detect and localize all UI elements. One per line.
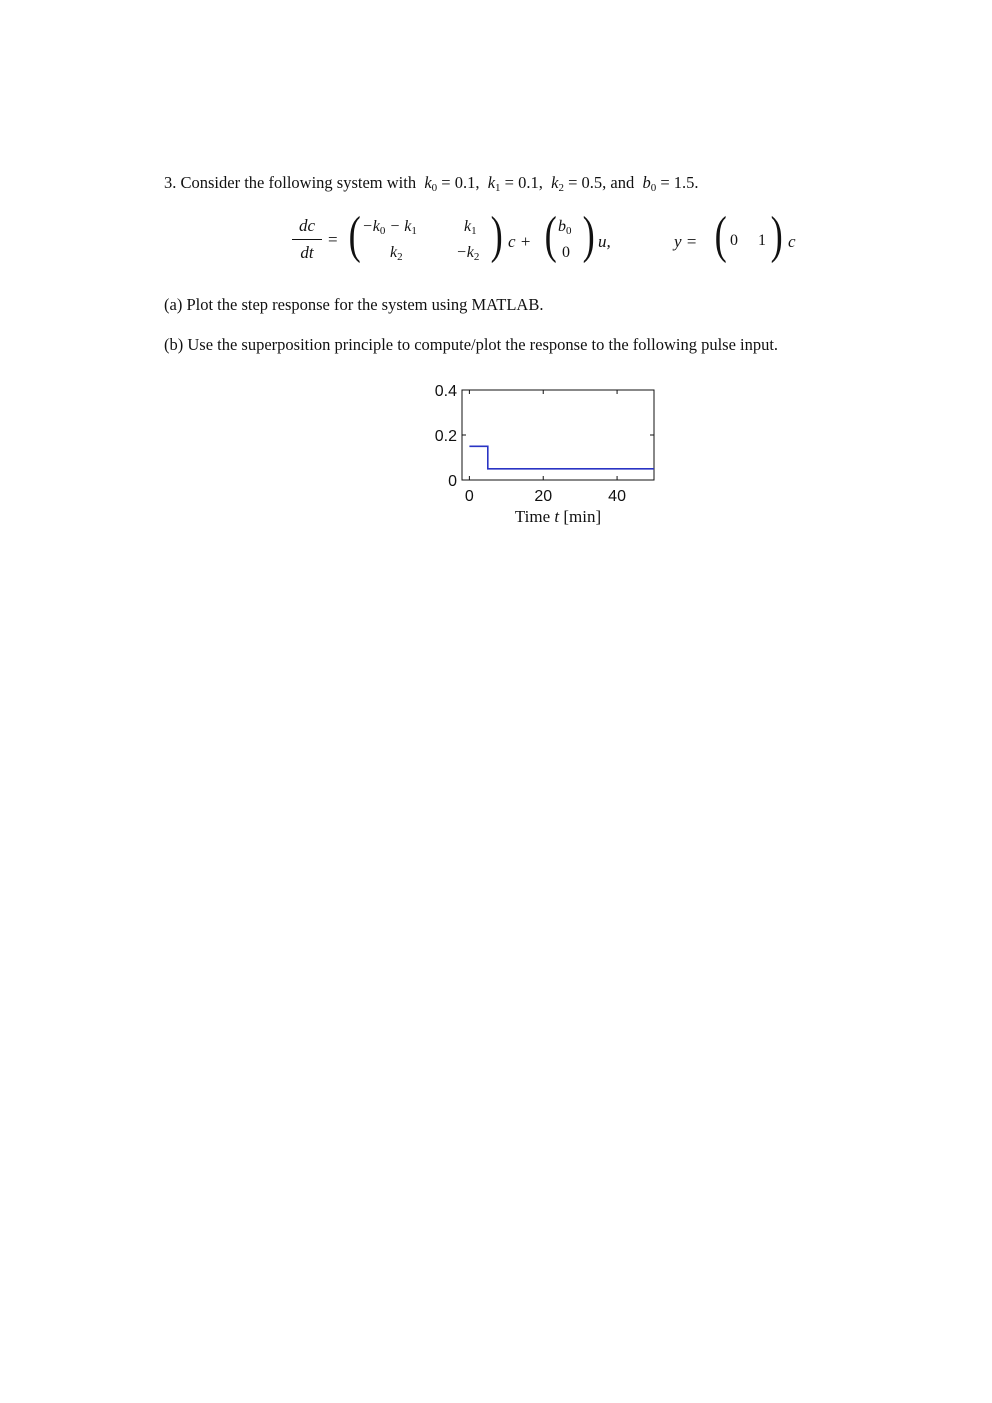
axis-tick-labels (435, 383, 626, 505)
x-axis-title-pre: Time (514, 507, 555, 526)
param-k1-value: = 0.1, (504, 173, 543, 192)
param-k2-sub: 2 (558, 182, 564, 194)
x-axis-title-post: [min] (559, 507, 602, 526)
matrix-left-paren: ( (348, 207, 361, 264)
pulse-input-chart (0, 0, 992, 560)
fraction-numerator: dc (298, 216, 316, 235)
axis-ticks (462, 390, 654, 480)
param-k0-value: = 0.1, (441, 173, 480, 192)
matrix-a12: $k_1$ (464, 218, 477, 237)
vector-b1: $b_0$ (558, 218, 572, 237)
pulse-series-line (469, 446, 654, 469)
fraction-denominator: dt (300, 243, 314, 262)
part-b-text: (b) Use the superposition principle to compute/plot the response to the following pulse input. (164, 335, 779, 354)
matrix-right-paren: ) (490, 207, 503, 264)
part-a-text: (a) Plot the step response for the system using MATLAB. (164, 295, 544, 314)
param-b0-symbol: b (642, 173, 651, 192)
param-k2-symbol: k (551, 173, 559, 192)
state-c-plus: c + (508, 232, 532, 251)
plot-frame (462, 390, 654, 480)
vector-c2: 1 (758, 232, 766, 249)
param-k1-sub: 1 (495, 182, 501, 194)
x-tick-label: 40 (608, 488, 626, 505)
y-tick-label: 0 (448, 473, 457, 490)
y-tick-label: 0.4 (434, 383, 457, 400)
y-tick-label: 0.2 (434, 428, 457, 445)
param-b0-sub: 0 (650, 182, 657, 194)
param-k0-sub: 0 (431, 182, 438, 194)
x-axis-title-var: t (554, 507, 560, 526)
vector-b2: 0 (562, 244, 570, 261)
equals-sign: = (328, 230, 338, 249)
vector-b-left-paren: ( (544, 207, 557, 264)
problem-number: 3. (164, 173, 177, 192)
matrix-a22: $-k_2$ (456, 244, 480, 263)
param-b0-value: = 1.5. (660, 173, 699, 192)
state-c-end: c (788, 232, 796, 251)
matrix-a21: $k_2$ (390, 244, 403, 263)
param-k0-symbol: k (424, 173, 432, 192)
param-k1-symbol: k (487, 173, 496, 192)
x-tick-label: 0 (464, 488, 474, 505)
x-tick-label: 20 (534, 488, 553, 505)
output-y-equals: y = (674, 232, 698, 251)
vector-c-left-paren: ( (714, 207, 727, 264)
vector-b-right-paren: ) (582, 207, 595, 264)
matrix-a11: $-k_0 - k_1$ (362, 218, 417, 237)
vector-c-right-paren: ) (770, 207, 783, 264)
input-u: u, (598, 232, 611, 251)
vector-c1: 0 (730, 232, 738, 249)
problem-intro: Consider the following system with (180, 173, 417, 192)
param-k2-value: = 0.5, and (568, 173, 635, 192)
x-axis-title (515, 507, 601, 526)
